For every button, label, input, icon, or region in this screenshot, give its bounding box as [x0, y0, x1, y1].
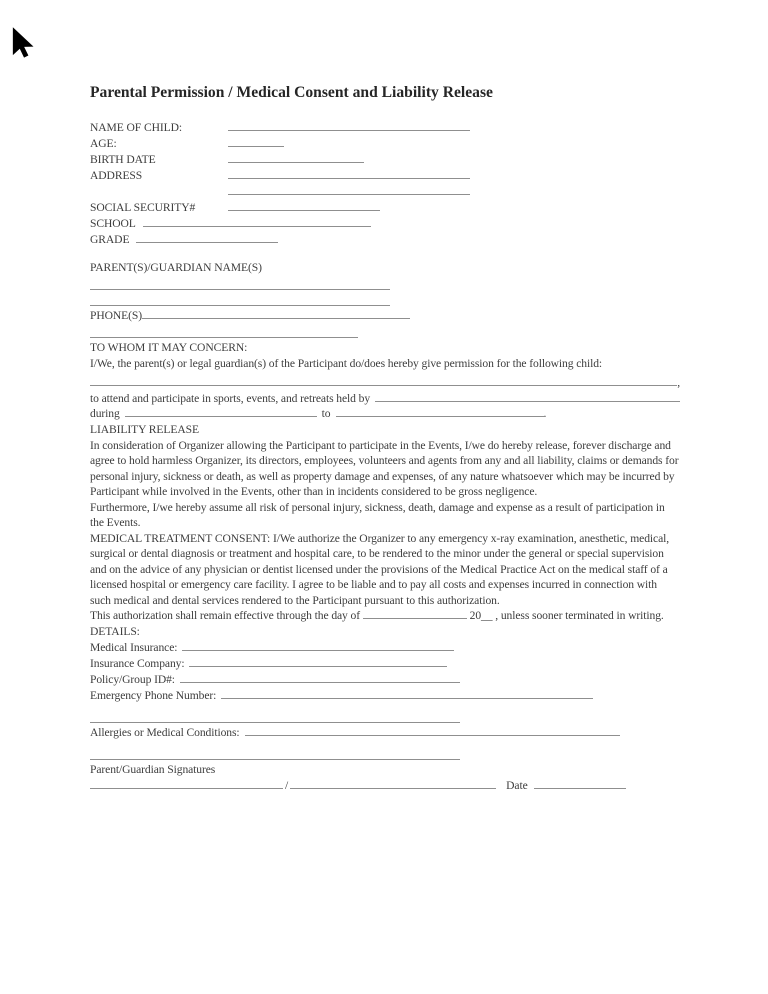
signature-field-2[interactable] [290, 778, 496, 789]
allergies-label: Allergies or Medical Conditions: [90, 725, 240, 739]
policy-group-id-row [90, 672, 680, 688]
allergies-field[interactable] [245, 725, 620, 736]
parent-name-field-2[interactable] [90, 292, 390, 306]
school-label: SCHOOL [90, 217, 136, 230]
phones-row [90, 308, 680, 324]
signature-row [90, 778, 680, 794]
attend-prefix-text: to attend and participate in sports, events, and retreats held by [90, 391, 371, 405]
concern-heading: TO WHOM IT MAY CONCERN: [90, 341, 248, 354]
phones-label: PHONE(S) [90, 309, 143, 322]
parent-name-field-1[interactable] [90, 276, 390, 290]
held-by-field[interactable] [375, 391, 680, 402]
parent-guardian-names-heading-row [90, 260, 680, 276]
policy-group-id-label: Policy/Group ID#: [90, 672, 175, 686]
during-row [90, 406, 680, 422]
year-placeholder-text: 20__ [469, 609, 493, 622]
field-row-age [90, 136, 680, 152]
age-label: AGE: [90, 137, 117, 150]
birth-date-label: BIRTH DATE [90, 153, 156, 166]
details-heading: DETAILS: [90, 624, 140, 638]
signatures-heading: Parent/Guardian Signatures [90, 762, 216, 776]
parent-name-line-1 [90, 276, 680, 292]
date-field[interactable] [534, 778, 626, 789]
during-start-field[interactable] [125, 406, 317, 417]
liability-paragraph-1: In consideration of Organizer allowing the Participant to participate in the Events, I/we do hereby release, forever discharge and agree to hold harmless Organizer, its directors, employees, volunteers and agents from any and all liability, claims or demands for personal injury, sickness or death, as well as property damage and expenses, of any nature whatsoever which may be incurred by Participant while involved in the Events, other than in incidents considered to be gross negligence. [90, 438, 679, 498]
effective-suffix-text: , unless sooner terminated in writing. [495, 609, 664, 622]
signature-field-1[interactable] [90, 778, 283, 789]
field-row-ssn [90, 200, 680, 216]
effective-prefix-text: This authorization shall remain effective through the day of [90, 609, 361, 622]
age-field[interactable] [228, 136, 284, 147]
medical-consent-paragraph: MEDICAL TREATMENT CONSENT: I/We authorize the Organizer to any emergency x-ray examination, anesthetic, medical, surgical or dental diagnosis or treatment and hospital care, to be rendered to the minor under the general or special supervision and on the advice of any physician or dentist licensed under the provisions of the Medical Practice Act on the medical staff of a licensed hospital or emergency care facility. I agree to be liable and to pay all costs and expenses incurred in connection with such medical and dental services rendered to the Participant pursuant to this authorization. [90, 531, 670, 607]
page-title: Parental Permission / Medical Consent and Liability Release [90, 84, 493, 101]
policy-group-id-field[interactable] [180, 672, 460, 683]
grade-field[interactable] [136, 232, 278, 243]
phones-line-2 [90, 324, 680, 340]
form-content [90, 84, 680, 794]
medical-insurance-row [90, 640, 680, 656]
child-name-blank-row [90, 375, 680, 391]
social-security-field[interactable] [228, 200, 380, 211]
liability-heading-row [90, 422, 680, 438]
concern-heading-row [90, 340, 680, 356]
address-label: ADDRESS [90, 169, 143, 182]
name-of-child-field[interactable] [228, 120, 470, 131]
allergies-field-line2[interactable] [90, 746, 460, 760]
permission-line: I/We, the parent(s) or legal guardian(s) of the Participant do/does hereby give permission for the following child: [90, 357, 603, 370]
mouse-cursor-icon [9, 26, 41, 60]
allergies-row [90, 725, 680, 741]
school-field[interactable] [143, 216, 371, 227]
allergies-line-2 [90, 746, 680, 762]
effective-day-field[interactable] [363, 608, 467, 619]
phones-field[interactable] [142, 308, 410, 319]
insurance-company-label: Insurance Company: [90, 656, 185, 670]
grade-label: GRADE [90, 233, 130, 246]
parent-guardian-names-label: PARENT(S)/GUARDIAN NAME(S) [90, 261, 262, 274]
social-security-label: SOCIAL SECURITY# [90, 201, 196, 214]
period-text: . [543, 407, 547, 420]
following-child-field[interactable] [90, 375, 677, 386]
emergency-phone-field-line2[interactable] [90, 709, 460, 723]
during-end-field[interactable] [336, 406, 544, 417]
field-row-address-2 [90, 184, 680, 200]
medical-insurance-label: Medical Insurance: [90, 640, 178, 654]
insurance-company-field[interactable] [189, 656, 447, 667]
field-row-birth-date [90, 152, 680, 168]
liability-paragraph-2: Furthermore, I/we hereby assume all risk of personal injury, sickness, death, damage and expense as a result of participation in the Events. [90, 500, 665, 529]
address-field-line2[interactable] [228, 184, 470, 195]
field-row-name [90, 120, 680, 136]
signatures-heading-row [90, 762, 680, 778]
parent-name-line-2 [90, 292, 680, 308]
address-field[interactable] [228, 168, 470, 179]
during-label: during [90, 407, 120, 420]
name-of-child-label: NAME OF CHILD: [90, 121, 182, 134]
liability-heading: LIABILITY RELEASE [90, 423, 199, 436]
emergency-phone-field[interactable] [221, 688, 593, 699]
emergency-phone-label: Emergency Phone Number: [90, 688, 217, 702]
phones-field-line2[interactable] [90, 324, 358, 338]
field-row-grade [90, 232, 680, 248]
field-row-address [90, 168, 680, 184]
emergency-phone-row [90, 688, 680, 704]
attend-row [90, 391, 680, 407]
details-heading-row [90, 624, 680, 640]
comma-text: , [677, 375, 680, 389]
emergency-phone-line-2 [90, 709, 680, 725]
insurance-company-row [90, 656, 680, 672]
birth-date-field[interactable] [228, 152, 364, 163]
slash-text: / [285, 778, 289, 792]
date-label: Date [506, 778, 528, 792]
field-row-school [90, 216, 680, 232]
during-to-label: to [321, 407, 331, 420]
authorization-effective-line [90, 608, 680, 624]
medical-insurance-field[interactable] [182, 640, 454, 651]
